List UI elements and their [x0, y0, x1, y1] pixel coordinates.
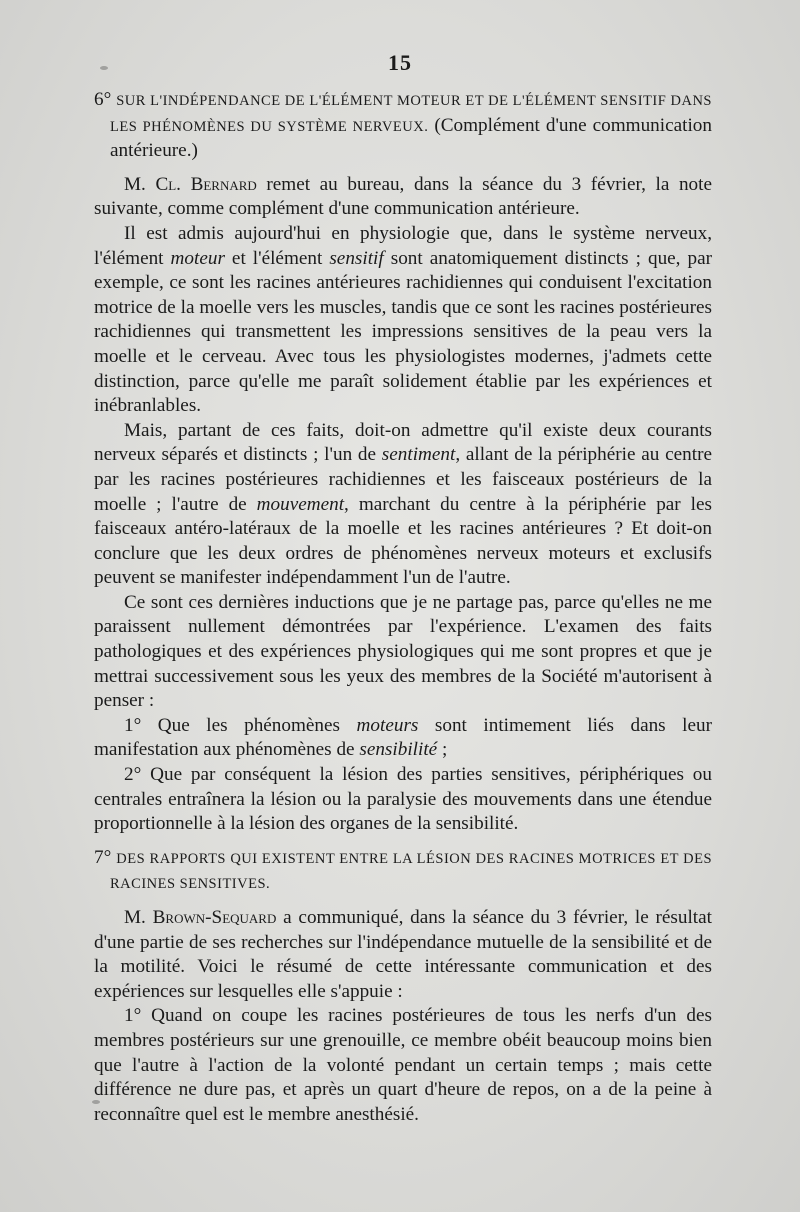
section-7-number: 7°: [94, 846, 112, 868]
paragraph-bernard-text: remet au bureau, dans la séance du 3 février, la note suivante, comme complément d'une communication antérieure.: [94, 173, 713, 220]
text-run: sont intimement liés dans leur manifestation aux phénomènes de: [94, 714, 712, 761]
body-text: [94, 88, 712, 1127]
paragraph-admis: [94, 222, 712, 419]
section-6-heading: [94, 88, 712, 164]
text-run: Il est admis aujourd'hui en physiologie que, dans le système nerveux, l'élément: [94, 222, 712, 269]
section-7-title: DES RAPPORTS QUI EXISTENT ENTRE LA LÉSION DES RACINES MOTRICES ET DES RACINES SENSITIVES.: [110, 850, 713, 893]
paper-speck: [100, 66, 108, 70]
author-bernard: M. Cl. Bernard: [124, 173, 257, 195]
list-item-1: [94, 714, 712, 763]
section-6-number: 6°: [94, 89, 112, 110]
section-6-title: SUR L'INDÉPENDANCE DE L'ÉLÉMENT MOTEUR ET DE L'ÉLÉMENT SENSITIF DANS LES PHÉNOMÈNES DU SYSTÈME NERVEUX.: [110, 93, 712, 135]
paragraph-mais: [94, 419, 712, 591]
list-item-grenouille: 1° Quand on coupe les racines postérieures de tous les nerfs d'un des membres postérieurs sur une grenouille, ce membre obéit beaucoup moins bien que l'autre à l'action de la volonté pendant un certain temps ; mais cette différence ne dure pas, et après un quart d'heure de repos, on a de la peine à reconnaître quel est le membre anesthésié.: [94, 1005, 712, 1125]
italic-term: mouvement: [256, 493, 345, 515]
italic-term: sensitif: [329, 247, 384, 269]
paragraph-brown-sequard: [94, 906, 712, 1004]
paragraph-inductions: Ce sont ces dernières inductions que je ne partage pas, parce qu'elles ne me paraissent nullement démontrées par l'expérience. L'examen des faits pathologiques et des expériences physiologiques qui me sont propres et que je mettrai successivement sous les yeux des membres de la Société m'autorisent à penser :: [94, 591, 712, 712]
paragraph-bernard: [94, 173, 712, 222]
italic-term: sensibilité: [359, 739, 438, 761]
list-item-2: 2° Que par conséquent la lésion des parties sensitives, périphériques ou centrales entraînera la lésion ou la paralysie des mouvements dans une étendue proportionnelle à la lésion des organes de la sensibilité.: [94, 764, 712, 835]
text-run: ;: [437, 739, 448, 761]
page-number: 15: [388, 50, 412, 75]
section-6-note: (Complément d'une communication antérieure.): [110, 114, 712, 162]
text-run: , allant de la périphérie au centre par les racines postérieures rachidiennes et les faisceaux postérieurs de la moelle ; l'autre de: [94, 444, 712, 515]
section-7-heading: [94, 846, 712, 897]
italic-term: moteur: [170, 247, 225, 269]
italic-term: moteurs: [356, 714, 419, 736]
text-run: 1° Que les phénomènes: [124, 714, 357, 736]
paragraph-brown-sequard-text: a communiqué, dans la séance du 3 février, le résultat d'une partie de ses recherches sur l'indépendance mutuelle de la sensibilité et de la motilité. Voici le résumé de cette intéressante communication et des expériences sur lesquelles elle s'appuie :: [94, 907, 712, 1002]
paper-speck: [92, 1100, 100, 1104]
italic-term: sentiment: [381, 444, 456, 466]
text-run: , marchant du centre à la périphérie par les faisceaux antéro-latéraux de la moelle et les racines antérieures ? Et doit-on conclure que les deux ordres de phénomènes nerveux moteurs et exclusifs peuvent se manifester indépendamment l'un de l'autre.: [94, 493, 712, 589]
text-run: et l'élément: [224, 247, 330, 269]
author-brown-sequard: M. Brown-Sequard: [124, 907, 277, 928]
text-run: Mais, partant de ces faits, doit-on admettre qu'il existe deux courants nerveux séparés et distincts ; l'un de: [94, 419, 712, 466]
text-run: sont anatomiquement distincts ; que, par exemple, ce sont les racines antérieures rachidiennes qui conduisent l'excitation motrice de la moelle vers les muscles, tandis que ce sont les racines postérieures rachidiennes qui transmettent les impressions sensitives de la peau vers la moelle et le cerveau. Avec tous les physiologistes modernes, j'admets cette distinction, parce qu'elle me paraît solidement établie par les expériences et inébranlables.: [94, 247, 712, 417]
